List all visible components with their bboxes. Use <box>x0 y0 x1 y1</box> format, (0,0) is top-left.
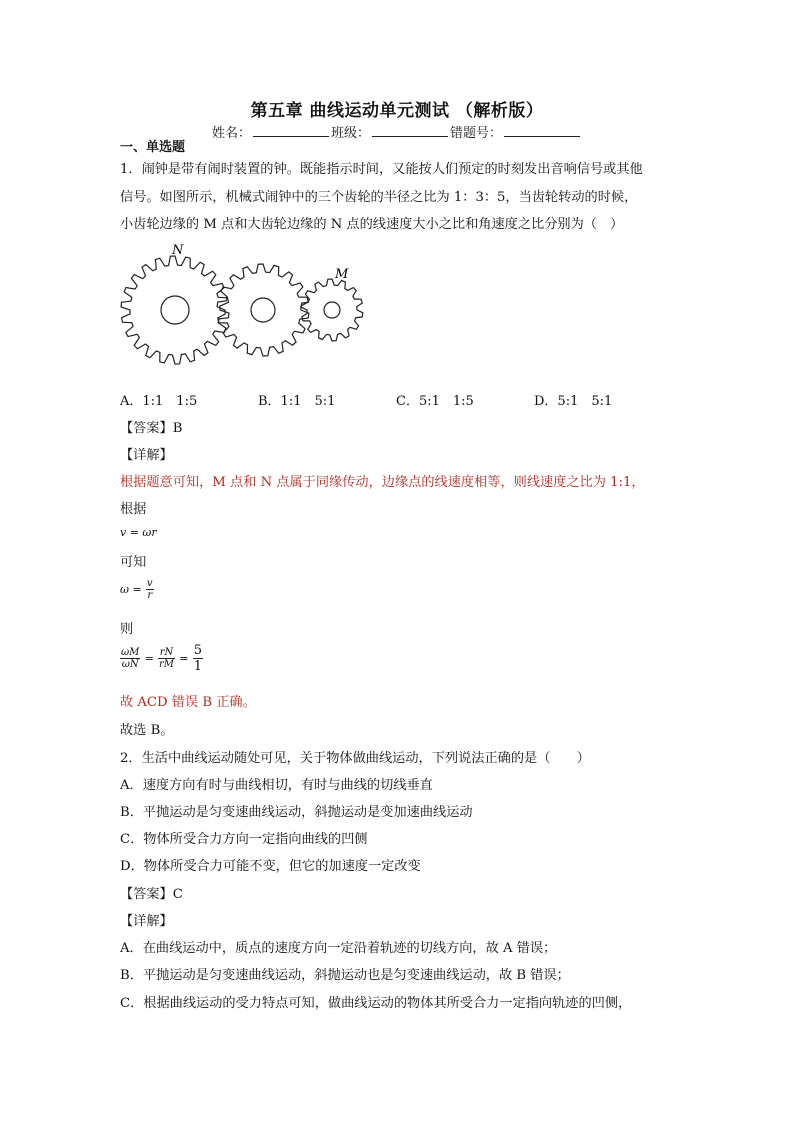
q2-option-d[interactable]: D．物体所受合力可能不变，但它的加速度一定改变 <box>120 859 421 874</box>
gearMid-teeth <box>217 264 309 356</box>
formula2-lhs: ω = <box>120 583 142 596</box>
radius-ratio: $\frac{rN}{rM}$ <box>159 647 175 670</box>
formula-ratio: $\frac{\omega M}{\omega N}$ = $\frac{rN}{rM}$ = $\frac{5}{1}$ <box>121 643 202 674</box>
q2-explain-a: A．在曲线运动中，质点的速度方向一定沿着轨迹的切线方向，故 A 错误； <box>120 941 557 956</box>
q2-answer <box>120 883 183 902</box>
q1-option-a[interactable]: A．1:1 1:5 <box>120 394 198 409</box>
q1-stem-line1: 1．闹钟是带有闹时装置的钟。既能指示时间，又能按人们预定的时刻发出音响信号或其他 <box>120 162 643 177</box>
q1-stem-line3: 小齿轮边缘的 M 点和大齿轮边缘的 N 点的线速度大小之比和角速度之比分别为（ ） <box>120 217 624 232</box>
q2-option-c[interactable]: C．物体所受合力方向一定指向曲线的凹侧 <box>120 832 368 847</box>
formula2-fraction: $\frac{v}{r}$ <box>146 578 153 601</box>
gears-figure <box>120 238 380 368</box>
gearSmall-hub <box>324 302 340 318</box>
q2-stem: 2．生活中曲线运动随处可见，关于物体做曲线运动，下列说法正确的是（ ） <box>120 751 590 766</box>
section-heading: 一、单选题 <box>120 140 186 155</box>
page-title: 第五章 曲线运动单元测试 （解析版） <box>250 101 544 121</box>
gearLarge-hub <box>161 296 189 324</box>
gearMid-hub <box>251 298 275 322</box>
q1-stem-line2: 信号。如图所示，机械式闹钟中的三个齿轮的半径之比为 1：3：5，当齿轮转动的时候， <box>120 190 638 205</box>
error-number-blank[interactable] <box>504 124 580 137</box>
q2-option-b[interactable]: B．平抛运动是匀变速曲线运动，斜抛运动是变加速曲线运动 <box>120 805 473 820</box>
q1-option-c[interactable]: C．5:1 1:5 <box>396 394 474 409</box>
q1-explain-line1: 根据题意可知，M 点和 N 点属于同缘传动，边缘点的线速度相等，则线速度之比为 1:1， <box>120 475 645 490</box>
formula-omega-v-over-r <box>120 578 154 601</box>
formula-v-omega-r: v = ωr <box>120 526 157 539</box>
gearSmall-teeth <box>301 279 363 341</box>
middle-gear <box>217 264 309 356</box>
q2-option-a[interactable]: A．速度方向有时与曲线相切，有时与曲线的切线垂直 <box>120 778 433 793</box>
error-number-label: 错题号： <box>450 126 503 141</box>
label-n: N <box>172 243 184 258</box>
q1-option-d[interactable]: D．5:1 5:1 <box>534 394 613 409</box>
answer-label: 【答案】 <box>120 421 173 436</box>
answer-label: 【答案】 <box>120 887 173 902</box>
q1-explain-line5: 故 ACD 错误 B 正确。 <box>120 695 256 710</box>
answer-value: C <box>172 887 183 902</box>
value-ratio: $\frac{5}{1}$ <box>193 643 202 674</box>
q1-detail-label: 【详解】 <box>120 448 173 463</box>
q1-answer <box>120 417 182 436</box>
name-label: 姓名： <box>211 126 251 141</box>
name-blank[interactable] <box>253 124 329 137</box>
q2-explain-c: C．根据曲线运动的受力特点可知，做曲线运动的物体其所受合力一定指向轨迹的凹侧， <box>120 996 632 1011</box>
large-gear <box>121 256 229 364</box>
q2-explain-b: B．平抛运动是匀变速曲线运动，斜抛运动也是匀变速曲线运动，故 B 错误； <box>120 968 570 983</box>
q1-explain-line4: 则 <box>120 622 134 637</box>
class-label: 班级： <box>330 126 370 141</box>
small-gear <box>301 279 363 341</box>
q1-option-b[interactable]: B．1:1 5:1 <box>258 394 336 409</box>
q1-explain-line2: 根据 <box>120 502 147 517</box>
label-m: M <box>335 267 349 282</box>
q1-explain-line3: 可知 <box>120 555 147 570</box>
q2-detail-label: 【详解】 <box>120 914 173 929</box>
class-blank[interactable] <box>372 124 448 137</box>
q1-explain-line6: 故选 B。 <box>120 723 174 738</box>
answer-value: B <box>172 421 183 436</box>
omega-ratio: $\frac{\omega M}{\omega N}$ <box>121 647 140 670</box>
gearLarge-teeth <box>121 256 229 364</box>
